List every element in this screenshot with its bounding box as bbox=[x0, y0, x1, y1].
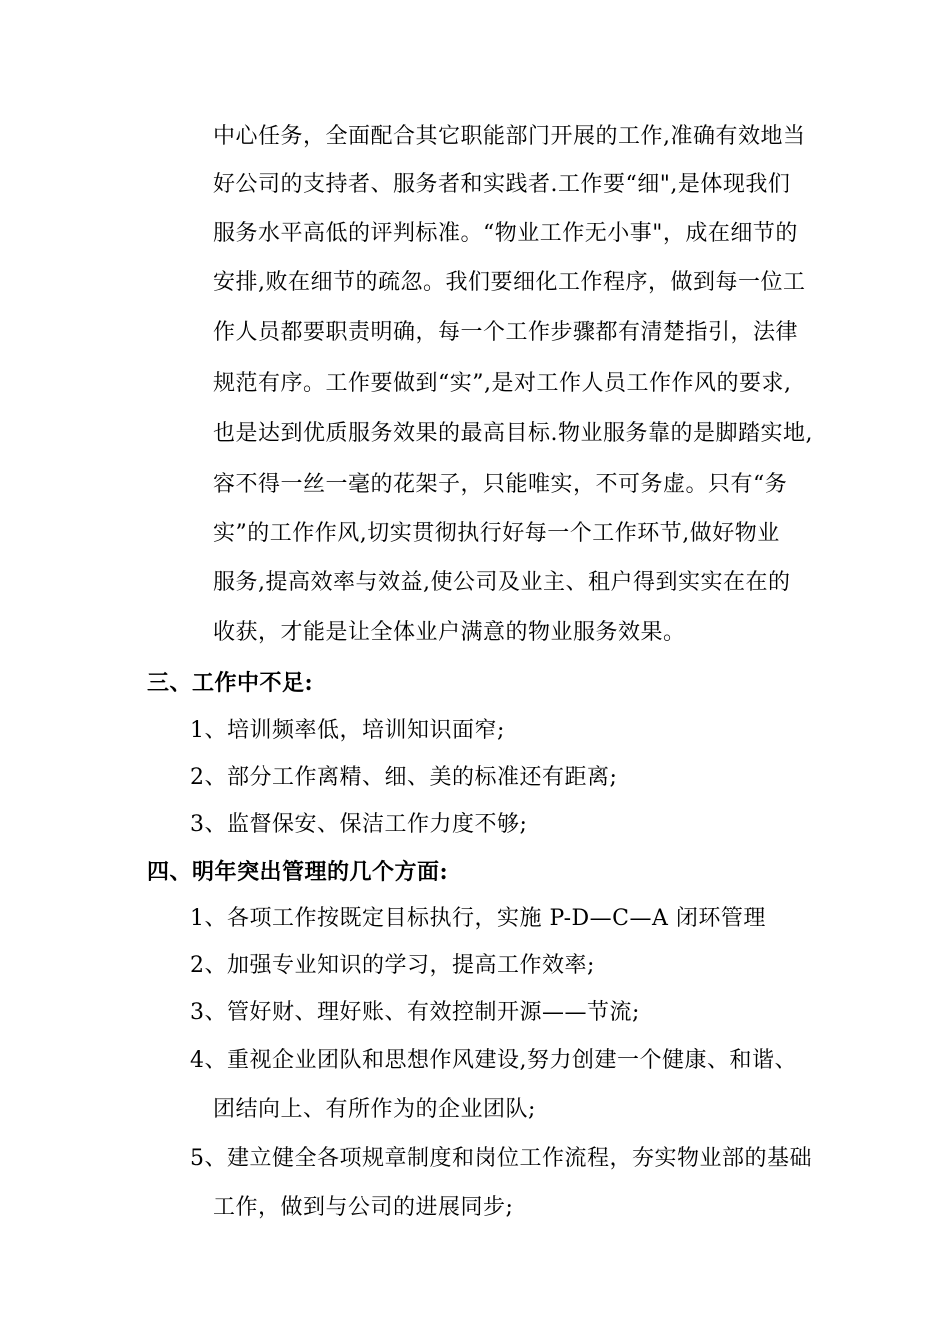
list-item: 5、建立健全各项规章制度和岗位工作流程，夯实物业部的基础 bbox=[190, 1146, 812, 1171]
paragraph-line: 规范有序。工作要做到“实”,是对工作人员工作作风的要求, bbox=[213, 371, 792, 396]
paragraph-line: 容不得一丝一毫的花架子，只能唯实，不可务虚。只有“务 bbox=[213, 472, 788, 497]
section-heading-shortcomings: 三、工作中不足: bbox=[147, 670, 314, 696]
list-item: 3、监督保安、保洁工作力度不够; bbox=[190, 812, 528, 837]
paragraph-line: 作人员都要职责明确，每一个工作步骤都有清楚指引，法律 bbox=[213, 320, 799, 345]
list-item: 3、管好财、理好账、有效控制开源——节流; bbox=[190, 1000, 640, 1025]
paragraph-line: 服务水平高低的评判标准。“物业工作无小事"，成在细节的 bbox=[213, 221, 798, 246]
paragraph-line: 中心任务，全面配合其它职能部门开展的工作,准确有效地当 bbox=[213, 124, 806, 149]
paragraph-line: 服务,提高效率与效益,使公司及业主、租户得到实实在在的 bbox=[213, 570, 791, 595]
list-item: 2、部分工作离精、细、美的标准还有距离; bbox=[190, 765, 618, 790]
paragraph-line: 实”的工作作风,切实贯彻执行好每一个工作环节,做好物业 bbox=[213, 521, 780, 546]
list-item: 2、加强专业知识的学习，提高工作效率; bbox=[190, 953, 595, 978]
section-heading-next-year-focus: 四、明年突出管理的几个方面: bbox=[147, 859, 449, 885]
paragraph-line: 也是达到优质服务效果的最高目标.物业服务靠的是脚踏实地, bbox=[213, 421, 813, 446]
list-item: 4、重视企业团队和思想作风建设,努力创建一个健康、和谐、 bbox=[190, 1048, 797, 1073]
paragraph-line: 好公司的支持者、服务者和实践者.工作要“细",是体现我们 bbox=[213, 172, 791, 197]
list-item-continuation: 工作，做到与公司的进展同步; bbox=[213, 1195, 514, 1220]
list-item-continuation: 团结向上、有所作为的企业团队; bbox=[213, 1097, 536, 1122]
paragraph-line: 安排,败在细节的疏忽。我们要细化工作程序，做到每一位工 bbox=[213, 270, 806, 295]
list-item: 1、培训频率低，培训知识面窄; bbox=[190, 718, 505, 743]
list-item: 1、各项工作按既定目标执行，实施 P-D—C—A 闭环管理 bbox=[190, 906, 766, 931]
paragraph-line: 收获，才能是让全体业户满意的物业服务效果。 bbox=[213, 620, 686, 645]
